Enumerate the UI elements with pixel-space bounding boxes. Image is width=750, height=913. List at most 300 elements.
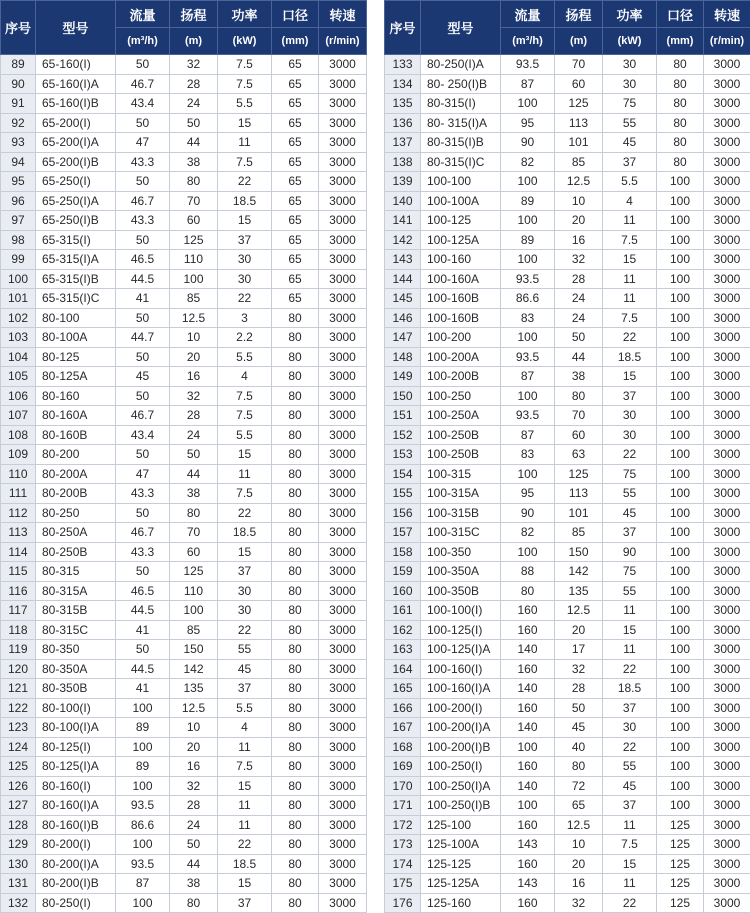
cell-speed: 3000	[319, 503, 367, 523]
cell-speed: 3000	[704, 757, 750, 777]
cell-diameter: 80	[272, 562, 319, 582]
cell-no: 110	[1, 464, 36, 484]
cell-no: 133	[385, 55, 421, 75]
cell-no: 153	[385, 445, 421, 465]
cell-no: 134	[385, 74, 421, 94]
cell-no: 118	[1, 620, 36, 640]
cell-diameter: 100	[657, 757, 704, 777]
cell-no: 166	[385, 698, 421, 718]
cell-model: 80-315(I)B	[421, 133, 501, 153]
cell-speed: 3000	[319, 464, 367, 484]
cell-speed: 3000	[704, 425, 750, 445]
cell-no: 147	[385, 328, 421, 348]
cell-no: 114	[1, 542, 36, 562]
cell-diameter: 65	[272, 269, 319, 289]
cell-flow: 160	[501, 659, 555, 679]
cell-model: 100-160B	[421, 308, 501, 328]
table-row	[1, 698, 367, 718]
cell-head: 80	[170, 503, 218, 523]
cell-speed: 3000	[704, 698, 750, 718]
table-row	[1, 737, 367, 757]
cell-diameter: 100	[657, 484, 704, 504]
cell-power: 5.5	[218, 94, 272, 114]
cell-flow: 44.5	[116, 601, 170, 621]
cell-model: 100-250(I)A	[421, 776, 501, 796]
cell-no: 97	[1, 211, 36, 231]
cell-model: 80-160(I)B	[36, 815, 116, 835]
table-row	[385, 815, 750, 835]
cell-model: 125-160	[421, 893, 501, 913]
header-power: 功率	[218, 1, 272, 28]
cell-speed: 3000	[704, 367, 750, 387]
cell-model: 100-100A	[421, 191, 501, 211]
cell-flow: 160	[501, 698, 555, 718]
table-row	[385, 172, 750, 192]
cell-model: 100-200(I)A	[421, 718, 501, 738]
cell-model: 100-250A	[421, 406, 501, 426]
table-row	[385, 679, 750, 699]
cell-diameter: 100	[657, 796, 704, 816]
table-row	[385, 698, 750, 718]
cell-head: 113	[555, 484, 603, 504]
cell-diameter: 80	[272, 737, 319, 757]
cell-model: 100-350B	[421, 581, 501, 601]
header-model: 型号	[421, 1, 501, 55]
cell-model: 100-160(I)A	[421, 679, 501, 699]
cell-head: 85	[170, 620, 218, 640]
cell-speed: 3000	[319, 874, 367, 894]
cell-model: 100-125A	[421, 230, 501, 250]
cell-head: 85	[170, 289, 218, 309]
cell-flow: 100	[501, 464, 555, 484]
cell-power: 22	[603, 737, 657, 757]
cell-no: 146	[385, 308, 421, 328]
cell-flow: 100	[501, 172, 555, 192]
cell-diameter: 80	[272, 347, 319, 367]
cell-model: 80-350B	[36, 679, 116, 699]
cell-speed: 3000	[319, 542, 367, 562]
cell-power: 11	[218, 796, 272, 816]
cell-no: 95	[1, 172, 36, 192]
cell-model: 80-160(I)	[36, 776, 116, 796]
cell-model: 65-315(I)B	[36, 269, 116, 289]
cell-speed: 3000	[319, 757, 367, 777]
cell-flow: 100	[501, 250, 555, 270]
cell-speed: 3000	[319, 776, 367, 796]
cell-no: 91	[1, 94, 36, 114]
cell-flow: 83	[501, 445, 555, 465]
cell-head: 17	[555, 640, 603, 660]
cell-power: 4	[603, 191, 657, 211]
cell-diameter: 80	[272, 659, 319, 679]
cell-no: 165	[385, 679, 421, 699]
cell-power: 30	[218, 269, 272, 289]
cell-speed: 3000	[704, 815, 750, 835]
cell-model: 100-250B	[421, 445, 501, 465]
cell-flow: 160	[501, 601, 555, 621]
cell-power: 7.5	[603, 308, 657, 328]
cell-model: 100-200A	[421, 347, 501, 367]
cell-flow: 83	[501, 308, 555, 328]
table-row	[385, 406, 750, 426]
table-row	[385, 386, 750, 406]
cell-power: 90	[603, 542, 657, 562]
cell-diameter: 100	[657, 659, 704, 679]
cell-no: 108	[1, 425, 36, 445]
table-row	[385, 737, 750, 757]
cell-speed: 3000	[319, 581, 367, 601]
cell-power: 55	[603, 757, 657, 777]
cell-head: 60	[170, 542, 218, 562]
cell-head: 142	[170, 659, 218, 679]
cell-model: 80-315B	[36, 601, 116, 621]
cell-speed: 3000	[704, 601, 750, 621]
cell-head: 38	[170, 152, 218, 172]
cell-speed: 3000	[319, 113, 367, 133]
cell-model: 100-100(I)	[421, 601, 501, 621]
cell-flow: 89	[116, 757, 170, 777]
cell-speed: 3000	[704, 94, 750, 114]
header-head-unit: (m)	[555, 28, 603, 55]
cell-head: 10	[170, 328, 218, 348]
cell-flow: 143	[501, 835, 555, 855]
cell-model: 100-315	[421, 464, 501, 484]
cell-diameter: 80	[272, 640, 319, 660]
cell-power: 22	[603, 328, 657, 348]
cell-power: 55	[603, 113, 657, 133]
cell-head: 135	[170, 679, 218, 699]
cell-no: 127	[1, 796, 36, 816]
cell-power: 22	[603, 659, 657, 679]
cell-no: 109	[1, 445, 36, 465]
cell-power: 30	[218, 581, 272, 601]
cell-model: 80-125(I)	[36, 737, 116, 757]
cell-power: 15	[218, 211, 272, 231]
cell-flow: 100	[116, 737, 170, 757]
table-row	[1, 542, 367, 562]
cell-diameter: 80	[272, 835, 319, 855]
cell-head: 70	[555, 406, 603, 426]
cell-diameter: 100	[657, 601, 704, 621]
cell-flow: 95	[501, 113, 555, 133]
table-row	[1, 718, 367, 738]
table-row	[1, 679, 367, 699]
cell-diameter: 65	[272, 289, 319, 309]
cell-head: 85	[555, 152, 603, 172]
cell-diameter: 100	[657, 503, 704, 523]
cell-model: 80-315C	[36, 620, 116, 640]
cell-no: 162	[385, 620, 421, 640]
cell-head: 44	[170, 854, 218, 874]
cell-power: 75	[603, 94, 657, 114]
cell-flow: 87	[501, 425, 555, 445]
cell-diameter: 80	[272, 406, 319, 426]
cell-speed: 3000	[704, 464, 750, 484]
cell-power: 30	[603, 406, 657, 426]
cell-model: 80-315	[36, 562, 116, 582]
cell-model: 100-350A	[421, 562, 501, 582]
cell-no: 123	[1, 718, 36, 738]
cell-no: 170	[385, 776, 421, 796]
table-row	[385, 74, 750, 94]
cell-no: 115	[1, 562, 36, 582]
cell-flow: 41	[116, 620, 170, 640]
cell-diameter: 65	[272, 133, 319, 153]
cell-head: 50	[555, 698, 603, 718]
cell-speed: 3000	[704, 718, 750, 738]
cell-diameter: 125	[657, 874, 704, 894]
cell-flow: 100	[116, 698, 170, 718]
table-row	[385, 776, 750, 796]
cell-diameter: 100	[657, 562, 704, 582]
cell-flow: 82	[501, 523, 555, 543]
cell-speed: 3000	[319, 250, 367, 270]
cell-no: 90	[1, 74, 36, 94]
cell-diameter: 80	[272, 464, 319, 484]
cell-diameter: 100	[657, 406, 704, 426]
table-row	[385, 113, 750, 133]
cell-diameter: 100	[657, 367, 704, 387]
cell-power: 15	[603, 854, 657, 874]
cell-no: 128	[1, 815, 36, 835]
cell-head: 24	[555, 308, 603, 328]
cell-flow: 93.5	[501, 406, 555, 426]
cell-model: 80-315A	[36, 581, 116, 601]
cell-diameter: 100	[657, 269, 704, 289]
table-row	[1, 230, 367, 250]
spec-table-right	[384, 0, 750, 913]
cell-no: 156	[385, 503, 421, 523]
cell-diameter: 80	[272, 581, 319, 601]
cell-flow: 140	[501, 640, 555, 660]
cell-diameter: 100	[657, 542, 704, 562]
cell-model: 100-315C	[421, 523, 501, 543]
cell-no: 89	[1, 55, 36, 75]
cell-head: 70	[555, 55, 603, 75]
cell-diameter: 125	[657, 854, 704, 874]
cell-diameter: 65	[272, 74, 319, 94]
table-row	[1, 250, 367, 270]
cell-speed: 3000	[319, 406, 367, 426]
cell-head: 125	[170, 562, 218, 582]
cell-flow: 100	[501, 211, 555, 231]
cell-no: 176	[385, 893, 421, 913]
cell-head: 100	[170, 601, 218, 621]
cell-no: 111	[1, 484, 36, 504]
cell-power: 2.2	[218, 328, 272, 348]
cell-no: 139	[385, 172, 421, 192]
cell-speed: 3000	[319, 854, 367, 874]
cell-diameter: 100	[657, 328, 704, 348]
cell-head: 80	[555, 386, 603, 406]
table-row	[1, 659, 367, 679]
table-row	[1, 74, 367, 94]
cell-flow: 87	[501, 367, 555, 387]
cell-diameter: 80	[657, 152, 704, 172]
cell-diameter: 80	[272, 893, 319, 913]
cell-model: 100-250(I)	[421, 757, 501, 777]
cell-head: 80	[555, 757, 603, 777]
cell-power: 7.5	[218, 406, 272, 426]
cell-no: 164	[385, 659, 421, 679]
cell-flow: 100	[501, 328, 555, 348]
cell-no: 138	[385, 152, 421, 172]
cell-flow: 143	[501, 874, 555, 894]
table-row	[385, 133, 750, 153]
cell-diameter: 80	[272, 308, 319, 328]
cell-no: 117	[1, 601, 36, 621]
cell-flow: 44.7	[116, 328, 170, 348]
table-body	[385, 55, 750, 913]
cell-speed: 3000	[704, 503, 750, 523]
header-flow: 流量	[501, 1, 555, 28]
cell-diameter: 65	[272, 191, 319, 211]
cell-speed: 3000	[704, 893, 750, 913]
cell-power: 11	[603, 211, 657, 231]
table-row	[1, 854, 367, 874]
cell-power: 30	[218, 250, 272, 270]
table-row	[385, 874, 750, 894]
cell-head: 12.5	[555, 815, 603, 835]
cell-speed: 3000	[319, 74, 367, 94]
cell-power: 45	[603, 503, 657, 523]
cell-flow: 43.4	[116, 425, 170, 445]
cell-speed: 3000	[704, 191, 750, 211]
table-row	[385, 152, 750, 172]
cell-power: 75	[603, 562, 657, 582]
cell-power: 15	[218, 113, 272, 133]
cell-no: 103	[1, 328, 36, 348]
table-row	[1, 464, 367, 484]
cell-no: 157	[385, 523, 421, 543]
cell-power: 11	[603, 601, 657, 621]
cell-head: 16	[170, 367, 218, 387]
table-row	[385, 893, 750, 913]
cell-flow: 140	[501, 718, 555, 738]
cell-diameter: 100	[657, 523, 704, 543]
cell-flow: 160	[501, 757, 555, 777]
cell-head: 38	[170, 484, 218, 504]
header-flow-unit: (m³/h)	[116, 28, 170, 55]
cell-power: 4	[218, 718, 272, 738]
cell-no: 130	[1, 854, 36, 874]
cell-head: 45	[555, 718, 603, 738]
cell-no: 112	[1, 503, 36, 523]
cell-flow: 44.5	[116, 659, 170, 679]
cell-flow: 41	[116, 289, 170, 309]
cell-speed: 3000	[319, 425, 367, 445]
cell-model: 65-250(I)B	[36, 211, 116, 231]
table-row	[385, 464, 750, 484]
cell-speed: 3000	[704, 874, 750, 894]
table-row	[385, 211, 750, 231]
cell-diameter: 100	[657, 464, 704, 484]
cell-speed: 3000	[319, 484, 367, 504]
cell-head: 100	[170, 269, 218, 289]
table-row	[1, 445, 367, 465]
cell-head: 60	[555, 74, 603, 94]
cell-diameter: 80	[272, 620, 319, 640]
cell-flow: 93.5	[116, 796, 170, 816]
cell-model: 125-125	[421, 854, 501, 874]
cell-power: 15	[218, 445, 272, 465]
cell-diameter: 100	[657, 191, 704, 211]
cell-no: 106	[1, 386, 36, 406]
cell-power: 5.5	[218, 425, 272, 445]
cell-power: 45	[218, 659, 272, 679]
cell-speed: 3000	[704, 737, 750, 757]
cell-no: 154	[385, 464, 421, 484]
cell-head: 101	[555, 503, 603, 523]
cell-flow: 43.4	[116, 94, 170, 114]
cell-power: 11	[603, 815, 657, 835]
header-power-unit: (kW)	[218, 28, 272, 55]
cell-power: 22	[218, 503, 272, 523]
cell-power: 37	[218, 893, 272, 913]
cell-head: 12.5	[555, 172, 603, 192]
table-row	[385, 659, 750, 679]
cell-power: 15	[218, 542, 272, 562]
cell-head: 10	[170, 718, 218, 738]
cell-no: 137	[385, 133, 421, 153]
cell-head: 12.5	[170, 308, 218, 328]
cell-power: 11	[218, 737, 272, 757]
cell-head: 24	[555, 289, 603, 309]
cell-speed: 3000	[319, 835, 367, 855]
header-model: 型号	[36, 1, 116, 55]
cell-diameter: 100	[657, 172, 704, 192]
cell-diameter: 80	[272, 698, 319, 718]
cell-speed: 3000	[704, 74, 750, 94]
table-row	[385, 503, 750, 523]
table-row	[385, 854, 750, 874]
cell-model: 80-250A	[36, 523, 116, 543]
cell-flow: 89	[501, 230, 555, 250]
header-speed: 转速	[319, 1, 367, 28]
cell-diameter: 100	[657, 230, 704, 250]
cell-model: 80-200A	[36, 464, 116, 484]
cell-model: 125-100	[421, 815, 501, 835]
table-row	[385, 269, 750, 289]
cell-head: 24	[170, 425, 218, 445]
cell-speed: 3000	[704, 659, 750, 679]
cell-speed: 3000	[319, 55, 367, 75]
cell-head: 60	[555, 425, 603, 445]
table-row	[385, 562, 750, 582]
cell-speed: 3000	[319, 562, 367, 582]
table-row	[385, 835, 750, 855]
header-flow: 流量	[116, 1, 170, 28]
cell-model: 80-125	[36, 347, 116, 367]
cell-no: 163	[385, 640, 421, 660]
table-row	[385, 523, 750, 543]
table-row	[385, 718, 750, 738]
cell-power: 55	[218, 640, 272, 660]
cell-no: 173	[385, 835, 421, 855]
table-row	[1, 601, 367, 621]
cell-head: 32	[170, 386, 218, 406]
cell-flow: 93.5	[501, 269, 555, 289]
cell-diameter: 80	[272, 815, 319, 835]
cell-model: 65-315(I)	[36, 230, 116, 250]
cell-speed: 3000	[319, 659, 367, 679]
cell-speed: 3000	[704, 776, 750, 796]
cell-model: 80-250B	[36, 542, 116, 562]
cell-diameter: 80	[272, 425, 319, 445]
cell-no: 140	[385, 191, 421, 211]
cell-no: 172	[385, 815, 421, 835]
cell-speed: 3000	[704, 484, 750, 504]
